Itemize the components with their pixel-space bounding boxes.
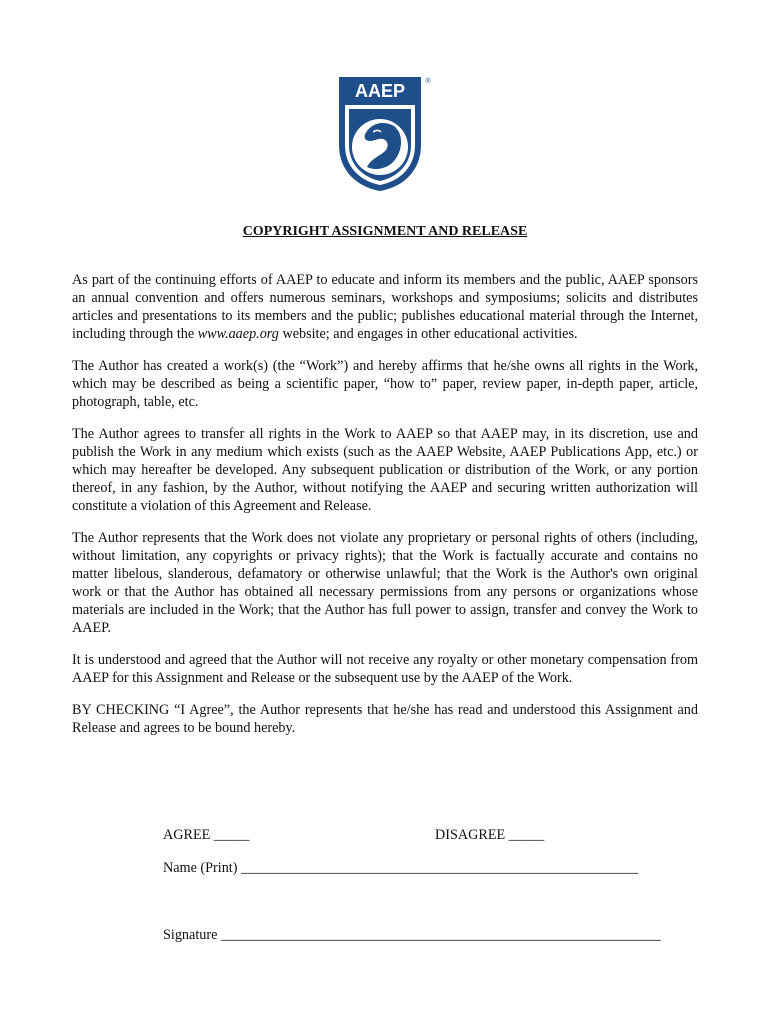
paragraph-1: As part of the continuing efforts of AAEP to educate and inform its members and the public, AAEP sponsors an annual convention and offers numerous seminars, workshops and symposiums; solicits and distributes articles and presentations to its members and the public; publishes educational material through the Internet, including through the www.aaep.org website; and engages in other educational activities. — [72, 272, 698, 342]
paragraph-5: It is understood and agreed that the Author will not receive any royalty or other monetary compensation from AAEP for this Assignment and Release or the subsequent use by the AAEP of the Work. — [72, 652, 698, 686]
agree-field[interactable]: AGREE _____ — [163, 827, 250, 843]
disagree-field[interactable]: DISAGREE _____ — [435, 827, 545, 843]
aaep-logo — [337, 75, 433, 193]
page-title: COPYRIGHT ASSIGNMENT AND RELEASE — [242, 224, 528, 239]
name-print-field[interactable]: Name (Print) ________________________________________________________ — [163, 860, 639, 876]
paragraph-2: The Author has created a work(s) (the “Work”) and hereby affirms that he/she owns all rights in the Work, which may be described as being a scientific paper, “how to” paper, review paper, in-depth paper, article, photograph, table, etc. — [72, 358, 698, 410]
paragraph-4: The Author represents that the Work does not violate any proprietary or personal rights of others (including, without limitation, any copyrights or privacy rights); that the Work is factually accurate and contains no matter libelous, slanderous, defamatory or otherwise unlawful; that the Work is the Author's own original work or that the Author has obtained all necessary permissions from any persons or organizations whose materials are included in the Work; that the Author has full power to assign, transfer and convey the Work to AAEP. — [72, 530, 698, 636]
paragraph-3: The Author agrees to transfer all rights in the Work to AAEP so that AAEP may, in its discretion, use and publish the Work in any medium which exists (such as the AAEP Website, AAEP Publications App, etc.) or which may hereafter be developed. Any subsequent publication or distribution of the Work, or any portion thereof, in any fashion, by the Author, without notifying the AAEP and securing written authorization will constitute a violation of this Agreement and Release. — [72, 426, 698, 514]
registered-mark: ® — [425, 78, 431, 85]
logo-text: AAEP — [354, 81, 406, 101]
document-body — [72, 271, 698, 751]
website-link[interactable]: www.aaep.org — [197, 326, 279, 342]
signature-field[interactable]: Signature ______________________________________________________________ — [163, 927, 661, 943]
paragraph-6: BY CHECKING “I Agree”, the Author represents that he/she has read and understood this Assignment and Release and agrees to be bound hereby. — [72, 702, 698, 736]
